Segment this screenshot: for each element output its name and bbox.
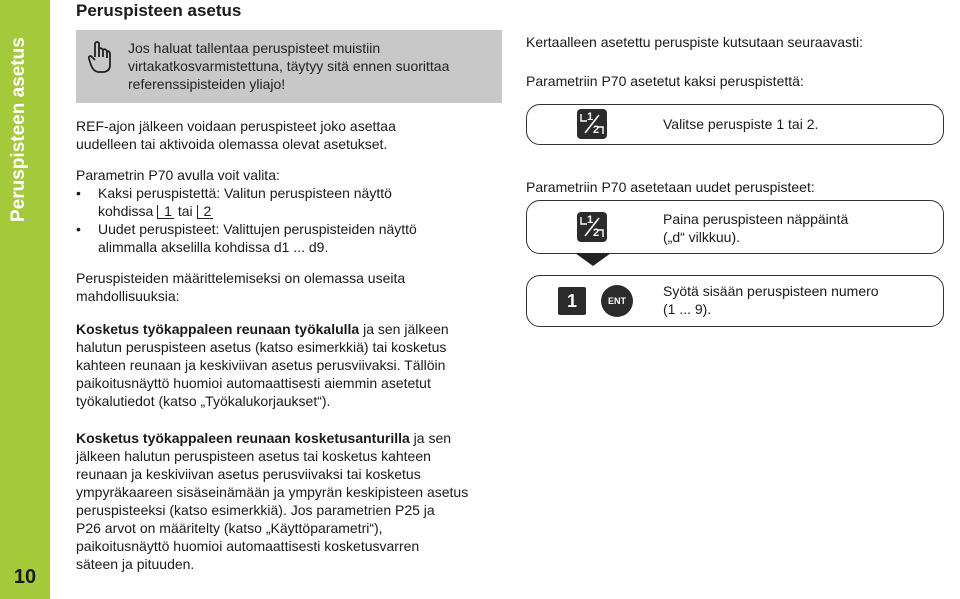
step2-label: Paina peruspisteen näppäintä („d“ vilkkuu). [663, 211, 849, 245]
paragraph-touch-probe: Kosketus työkappaleen reunaan kosketusanturilla ja sen jälkeen halutun peruspisteen asetus tai kosketus kahteen reunaan ja keskiviivan asetus perusviivaksi tai kosketus ympyräkaareen sisäseinämään ja ympyrän keskipisteen asetus peruspisteeksi (katso esimerkkiä). Jos parametrien P25 ja P26 arvot on määritelty (katso „Käyttöparametri“), paikoitusnäyttö huomioi automaattisesti kosketusvarren säteen ja pituuden. [76, 430, 469, 572]
step1-label: Valitse peruspiste 1 tai 2. [663, 116, 819, 132]
paragraph-p70-options: Parametrin P70 avulla voit valita: • Kaksi peruspistettä: Valitun peruspisteen näyttö kohdissa 1 tai 2 • Uudet peruspisteet: Valittujen peruspisteiden näyttö alimmalla akselilla kohdissa d1 ... d9. [76, 166, 506, 256]
paragraph-ref-run: REF-ajon jälkeen voidaan peruspisteet joko asettaa uudelleen tai aktivoida olemassa olevat asetukset. [76, 118, 396, 152]
toggle-key[interactable]: 1 2 [577, 109, 607, 139]
paragraph-touch-tool: Kosketus työkappaleen reunaan työkalulla ja sen jälkeen halutun peruspisteen asetus (katso esimerkkiä) tai kosketus kahteen reunaan ja keskiviivan asetus perusviivaksi. Tällöin paikoitusnäyttö huomioi automaattisesti aiemmin asetetut työkalutiedot (katso „Työkalukorjaukset“). [76, 321, 449, 409]
note-text: Jos haluat tallentaa peruspisteet muistiin virtakatkosvarmistettuna, täytyy sitä ennen suorittaa referenssipisteiden yliajo! [128, 40, 450, 92]
sidebar [0, 0, 50, 599]
key-ref-1: 1 [157, 205, 174, 219]
key-ref-2: 2 [197, 205, 214, 219]
ent-key[interactable]: ENT [601, 285, 633, 317]
list-item: • Kaksi peruspistettä: Valitun peruspisteen näyttö kohdissa 1 tai 2 [76, 185, 392, 219]
sidebar-title: Peruspisteen asetus [8, 37, 29, 222]
arrow-down-icon [575, 253, 611, 266]
paragraph-possibilities: Peruspisteiden määrittelemiseksi on olemassa useita mahdollisuuksia: [76, 270, 406, 304]
list-item: • Uudet peruspisteet: Valittujen peruspisteiden näyttö alimmalla akselilla kohdissa d1 ... d9. [76, 221, 417, 255]
datum-key[interactable]: 1 2 [577, 212, 607, 242]
step-enter-number [526, 275, 944, 327]
step-select-datum [526, 104, 944, 145]
step3-label: Syötä sisään peruspisteen numero (1 ... 9). [663, 283, 879, 317]
p70-two-label: Parametriin P70 asetetut kaksi peruspistettä: [526, 73, 804, 89]
step-press-datum-key [526, 200, 944, 254]
right-intro: Kertaalleen asetettu peruspiste kutsutaan seuraavasti: [526, 34, 863, 50]
digit-1-key[interactable]: 1 [558, 287, 586, 315]
section-heading: Peruspisteen asetus [76, 1, 242, 20]
p70-new-label: Parametriin P70 asetetaan uudet peruspisteet: [526, 179, 815, 195]
hand-pointing-icon [86, 39, 116, 84]
page-number: 10 [13, 566, 37, 588]
note-box [76, 30, 502, 103]
